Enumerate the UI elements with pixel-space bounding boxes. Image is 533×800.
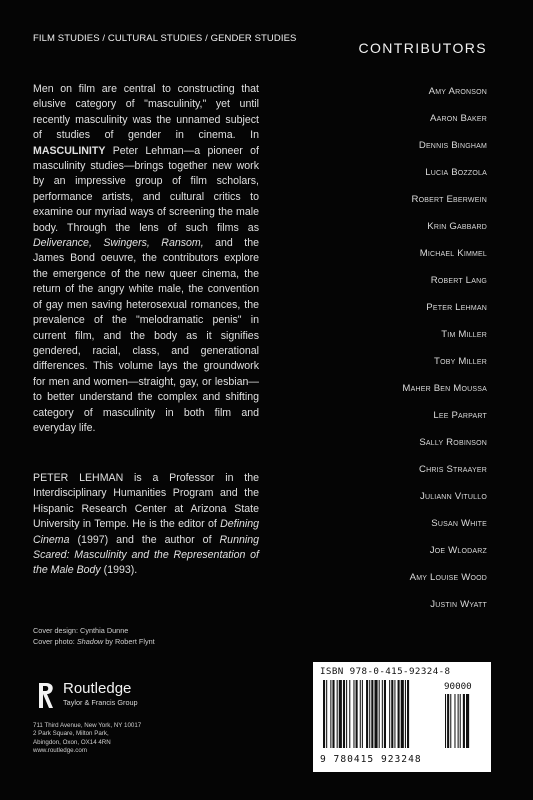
bio-part-2: (1997) and the author of	[69, 533, 220, 546]
contributor-name: Lucia Bozzola	[425, 167, 487, 178]
film-titles: Deliverance, Swingers, Ransom,	[33, 237, 204, 250]
barcode-bar	[371, 680, 373, 748]
publisher-name: Routledge	[63, 680, 132, 697]
book-title: MASCULINITY	[33, 144, 106, 157]
bio-book-1: Defining Cinema	[33, 518, 259, 546]
barcode-bar	[384, 680, 386, 748]
barcode-bar	[330, 680, 331, 748]
barcode-bar	[349, 680, 350, 748]
contributors-heading: CONTRIBUTORS	[358, 40, 487, 56]
bio-part-1: PETER LEHMAN is a Professor in the Interdisciplinary Humanities Program and the Hispanic Research Center at Arizona State University in Tempe. He is the editor of	[33, 472, 259, 531]
publisher-website: www.routledge.com	[33, 747, 87, 755]
barcode-bar	[401, 680, 404, 748]
barcode-bar	[445, 694, 446, 748]
bio-part-3: (1993).	[100, 564, 138, 577]
barcode-bar	[450, 694, 451, 748]
barcode-bar	[326, 680, 327, 748]
contributor-name: Amy Louise Wood	[409, 572, 487, 583]
contributor-name: Aaron Baker	[430, 113, 487, 124]
barcode-bar	[458, 694, 459, 748]
contributor-name: Sally Robinson	[419, 437, 487, 448]
isbn-number: ISBN 978-0-415-92324-8	[320, 666, 451, 677]
subject-categories: FILM STUDIES / CULTURAL STUDIES / GENDER STUDIES	[33, 33, 297, 44]
contributor-name: Chris Straayer	[418, 464, 487, 475]
contributors-list	[402, 86, 487, 626]
contributor-name: Michael Kimmel	[419, 248, 487, 259]
contributor-name: Toby Miller	[434, 356, 487, 367]
barcode-bar	[398, 680, 400, 748]
address-line: 2 Park Square, Milton Park,	[33, 730, 109, 738]
barcode-bar	[391, 680, 393, 748]
barcode-bar	[460, 694, 461, 748]
contributor-name: Robert Eberwein	[411, 194, 487, 205]
description-part-3: and the James Bond oeuvre, the contributors explore the emergence of the new queer cinema, the return of the angry white male, the convention of gay men saving heterosexual romances, the prevalence of the "melodramatic penis" in current film, and the body as it signifies gendered, racial, class, and generational differences. This volume lays the groundwork for men and women—straight, gay, or lesbian—to better understand the complex and shifting category of masculinity in both film and everyday life.	[33, 237, 259, 434]
barcode-bar	[447, 694, 449, 748]
barcode-bar	[323, 680, 325, 748]
photo-credit-suffix: by Robert Flynt	[103, 636, 155, 646]
photo-title: Shadow	[76, 636, 104, 646]
address-line: Abingdon, Oxon, OX14 4RN	[33, 738, 111, 746]
barcode-bar	[374, 680, 377, 748]
barcode-bar	[332, 680, 334, 748]
publisher-group: Taylor & Francis Group	[63, 698, 138, 707]
description-part-2: Peter Lehman—a pioneer of masculinity studies—brings together new work by an impressive group of film scholars, performance artists, and cultural critics to examine our myriad ways of screening the male body. Through the lens of such films as	[33, 144, 259, 234]
barcode-bar	[369, 680, 370, 748]
barcode-bar	[454, 694, 455, 748]
contributor-name: Justin Wyatt	[430, 599, 487, 610]
address-line: 711 Third Avenue, New York, NY 10017	[33, 722, 142, 729]
contributor-name: Robert Lang	[430, 275, 487, 286]
barcode-bar	[366, 680, 368, 748]
contributor-name: Amy Aronson	[428, 86, 487, 97]
barcode-bar	[343, 680, 345, 748]
routledge-r-icon	[36, 681, 56, 710]
barcode-bar	[389, 680, 390, 748]
barcode-bar	[362, 680, 363, 748]
barcode-bar	[382, 680, 383, 748]
barcode-bar	[466, 694, 469, 748]
contributor-name: Tim Miller	[441, 329, 487, 340]
contributor-name: Krin Gabbard	[427, 221, 487, 232]
contributor-name: Juliann Vitullo	[419, 491, 487, 502]
cover-credits	[33, 626, 155, 647]
contributor-name: Susan White	[431, 518, 487, 529]
barcode-bar	[405, 680, 406, 748]
description-part-1: Men on film are central to constructing that elusive category of "masculinity," yet until recently masculinity was the unnamed subject of studies of gender in cinema. In	[33, 83, 259, 142]
barcode-bar	[407, 680, 409, 748]
contributor-name: Joe Wlodarz	[429, 545, 487, 556]
barcode-bar	[379, 680, 380, 748]
barcode-bar	[360, 680, 361, 748]
barcode-bar	[353, 680, 354, 748]
barcode-bar	[337, 680, 338, 748]
ean-number: 9 780415 923248	[320, 754, 422, 765]
author-bio	[33, 471, 259, 579]
contributor-name: Lee Parpart	[433, 410, 487, 421]
barcode-bar	[394, 680, 395, 748]
contributor-name: Peter Lehman	[426, 302, 487, 313]
contributor-name: Dennis Bingham	[418, 140, 487, 151]
barcode-bar	[346, 680, 347, 748]
book-description	[33, 82, 259, 436]
photo-credit-prefix: Cover photo:	[33, 636, 77, 646]
publisher-address	[33, 722, 141, 756]
barcode-bar	[356, 680, 358, 748]
contributor-name: Maher Ben Moussa	[402, 383, 487, 394]
barcode-graphic	[321, 680, 485, 754]
barcode-bar	[463, 694, 465, 748]
cover-design-credit: Cover design: Cynthia Dunne	[33, 626, 129, 635]
price-code: 90000	[444, 681, 472, 692]
cover-photo-credit	[33, 637, 155, 648]
barcode-bar	[339, 680, 342, 748]
bio-book-2: Running Scared: Masculinity and the Representation of the Male Body	[33, 533, 259, 577]
